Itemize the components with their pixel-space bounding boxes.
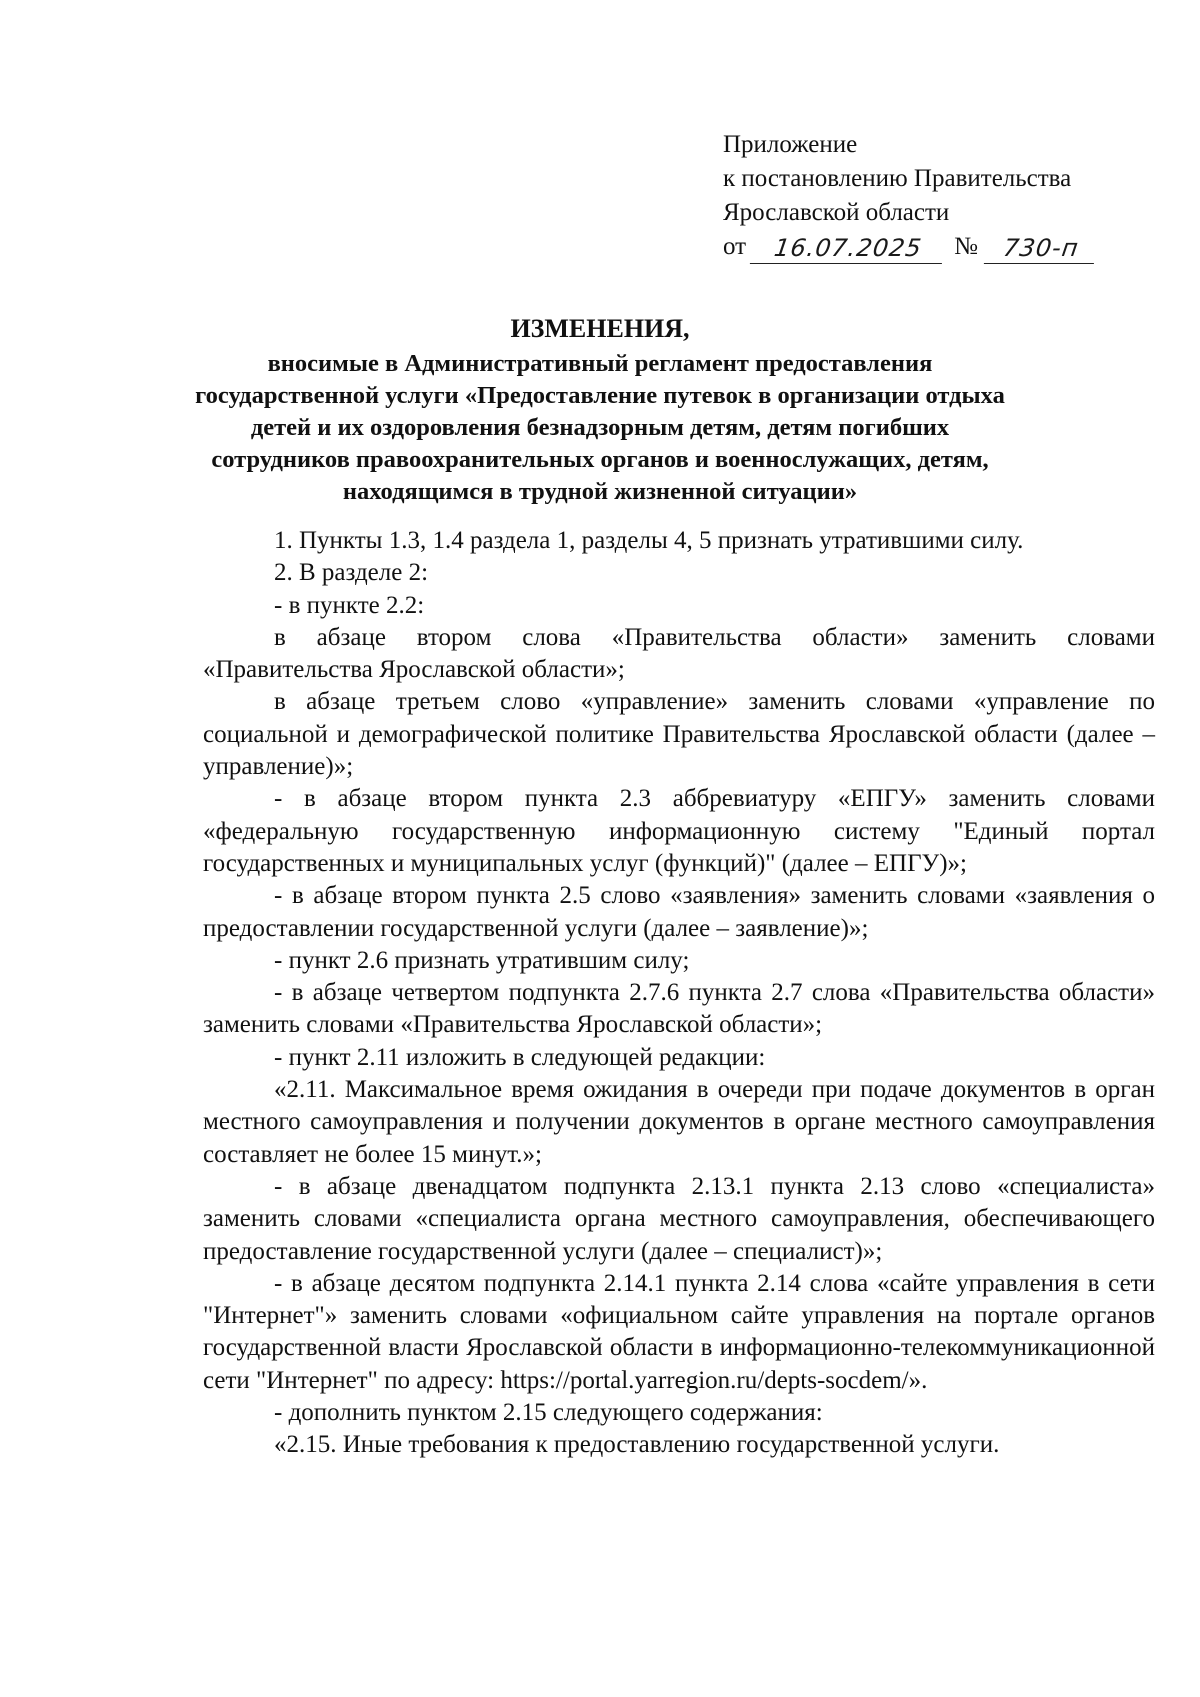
document-title bbox=[150, 312, 1050, 508]
paragraph-2-6: - пункт 2.6 признать утратившим силу; bbox=[274, 946, 690, 974]
paragraph-item-1: 1. Пункты 1.3, 1.4 раздела 1, разделы 4, 5 признать утратившими силу. bbox=[274, 527, 1024, 554]
paragraph-2-15-intro: - дополнить пунктом 2.15 следующего содержания: bbox=[274, 1399, 823, 1427]
paragraph-2-14-1: - в абзаце десятом подпункта 2.14.1 пункта 2.14 слова «сайте управления в сети "Интернет"» заменить словами «официальном сайте управления на портале органов государственной власти Ярославской области в информационно-телекоммуникационной сети "Интернет" по адресу: https://portal.yarregion.ru/depts-socdem/». bbox=[203, 1269, 1155, 1394]
title-line: сотрудников правоохранительных органов и военнослужащих, детям, bbox=[211, 446, 989, 473]
title-line: находящимся в трудной жизненной ситуации» bbox=[342, 478, 858, 505]
paragraph-2-11-intro: - пункт 2.11 изложить в следующей редакции: bbox=[274, 1043, 766, 1071]
paragraph-2-2-abzac-3: в абзаце третьем слово «управление» заменить словами «управление по социальной и демографической политике Правительства Ярославской области (далее – управление)»; bbox=[203, 688, 1155, 781]
paragraph-2-11-text: «2.11. Максимальное время ожидания в очереди при подаче документов в орган местного самоуправления и получении документов в органе местного самоуправления составляет не более 15 минут.»; bbox=[203, 1076, 1155, 1168]
paragraph-2-7-6: - в абзаце четвертом подпункта 2.7.6 пункта 2.7 слова «Правительства области» заменить словами «Правительства Ярославской области»; bbox=[203, 979, 1155, 1039]
title-line: детей и их оздоровления безнадзорным детям, детям погибших bbox=[250, 414, 950, 441]
number-sign: № bbox=[954, 233, 978, 260]
annex-resolution-ref: к постановлению Правительства bbox=[723, 165, 1072, 192]
paragraph-item-2-2: - в пункте 2.2: bbox=[274, 591, 425, 619]
annex-header bbox=[723, 128, 1096, 264]
annex-region: Ярославской области bbox=[723, 199, 950, 226]
annex-title: Приложение bbox=[723, 131, 858, 158]
title-main: ИЗМЕНЕНИЯ, bbox=[510, 314, 690, 343]
paragraph-2-2-abzac-2: в абзаце втором слова «Правительства области» заменить словами «Правительства Ярославской области»; bbox=[203, 623, 1155, 684]
title-line: государственной услуги «Предоставление путевок в организации отдыха bbox=[195, 382, 1005, 409]
paragraph-2-3: - в абзаце втором пункта 2.3 аббревиатуру «ЕПГУ» заменить словами «федеральную государственную информационную систему "Единый портал государственных и муниципальных услуг (функций)" (далее – ЕПГУ)»; bbox=[203, 785, 1155, 877]
paragraph-item-2: 2. В разделе 2: bbox=[274, 559, 429, 587]
paragraph-2-15-text: «2.15. Иные требования к предоставлению государственной услуги. bbox=[274, 1431, 1000, 1459]
title-subtitle bbox=[150, 348, 1050, 508]
handwritten-number: 730-п bbox=[984, 233, 1098, 264]
handwritten-date: 16.07.2025 bbox=[750, 233, 946, 264]
document-body bbox=[203, 525, 1155, 1462]
annex-date-row bbox=[723, 230, 1096, 264]
title-line: вносимые в Административный регламент предоставления bbox=[267, 350, 933, 377]
date-prefix: от bbox=[723, 233, 747, 260]
paragraph-2-5: - в абзаце втором пункта 2.5 слово «заявления» заменить словами «заявления о предоставлении государственной услуги (далее – заявление)»; bbox=[203, 882, 1155, 942]
paragraph-2-13-1: - в абзаце двенадцатом подпункта 2.13.1 пункта 2.13 слово «специалиста» заменить словами «специалиста органа местного самоуправления, обеспечивающего предоставление государственной услуги (далее – специалист)»; bbox=[203, 1172, 1155, 1265]
